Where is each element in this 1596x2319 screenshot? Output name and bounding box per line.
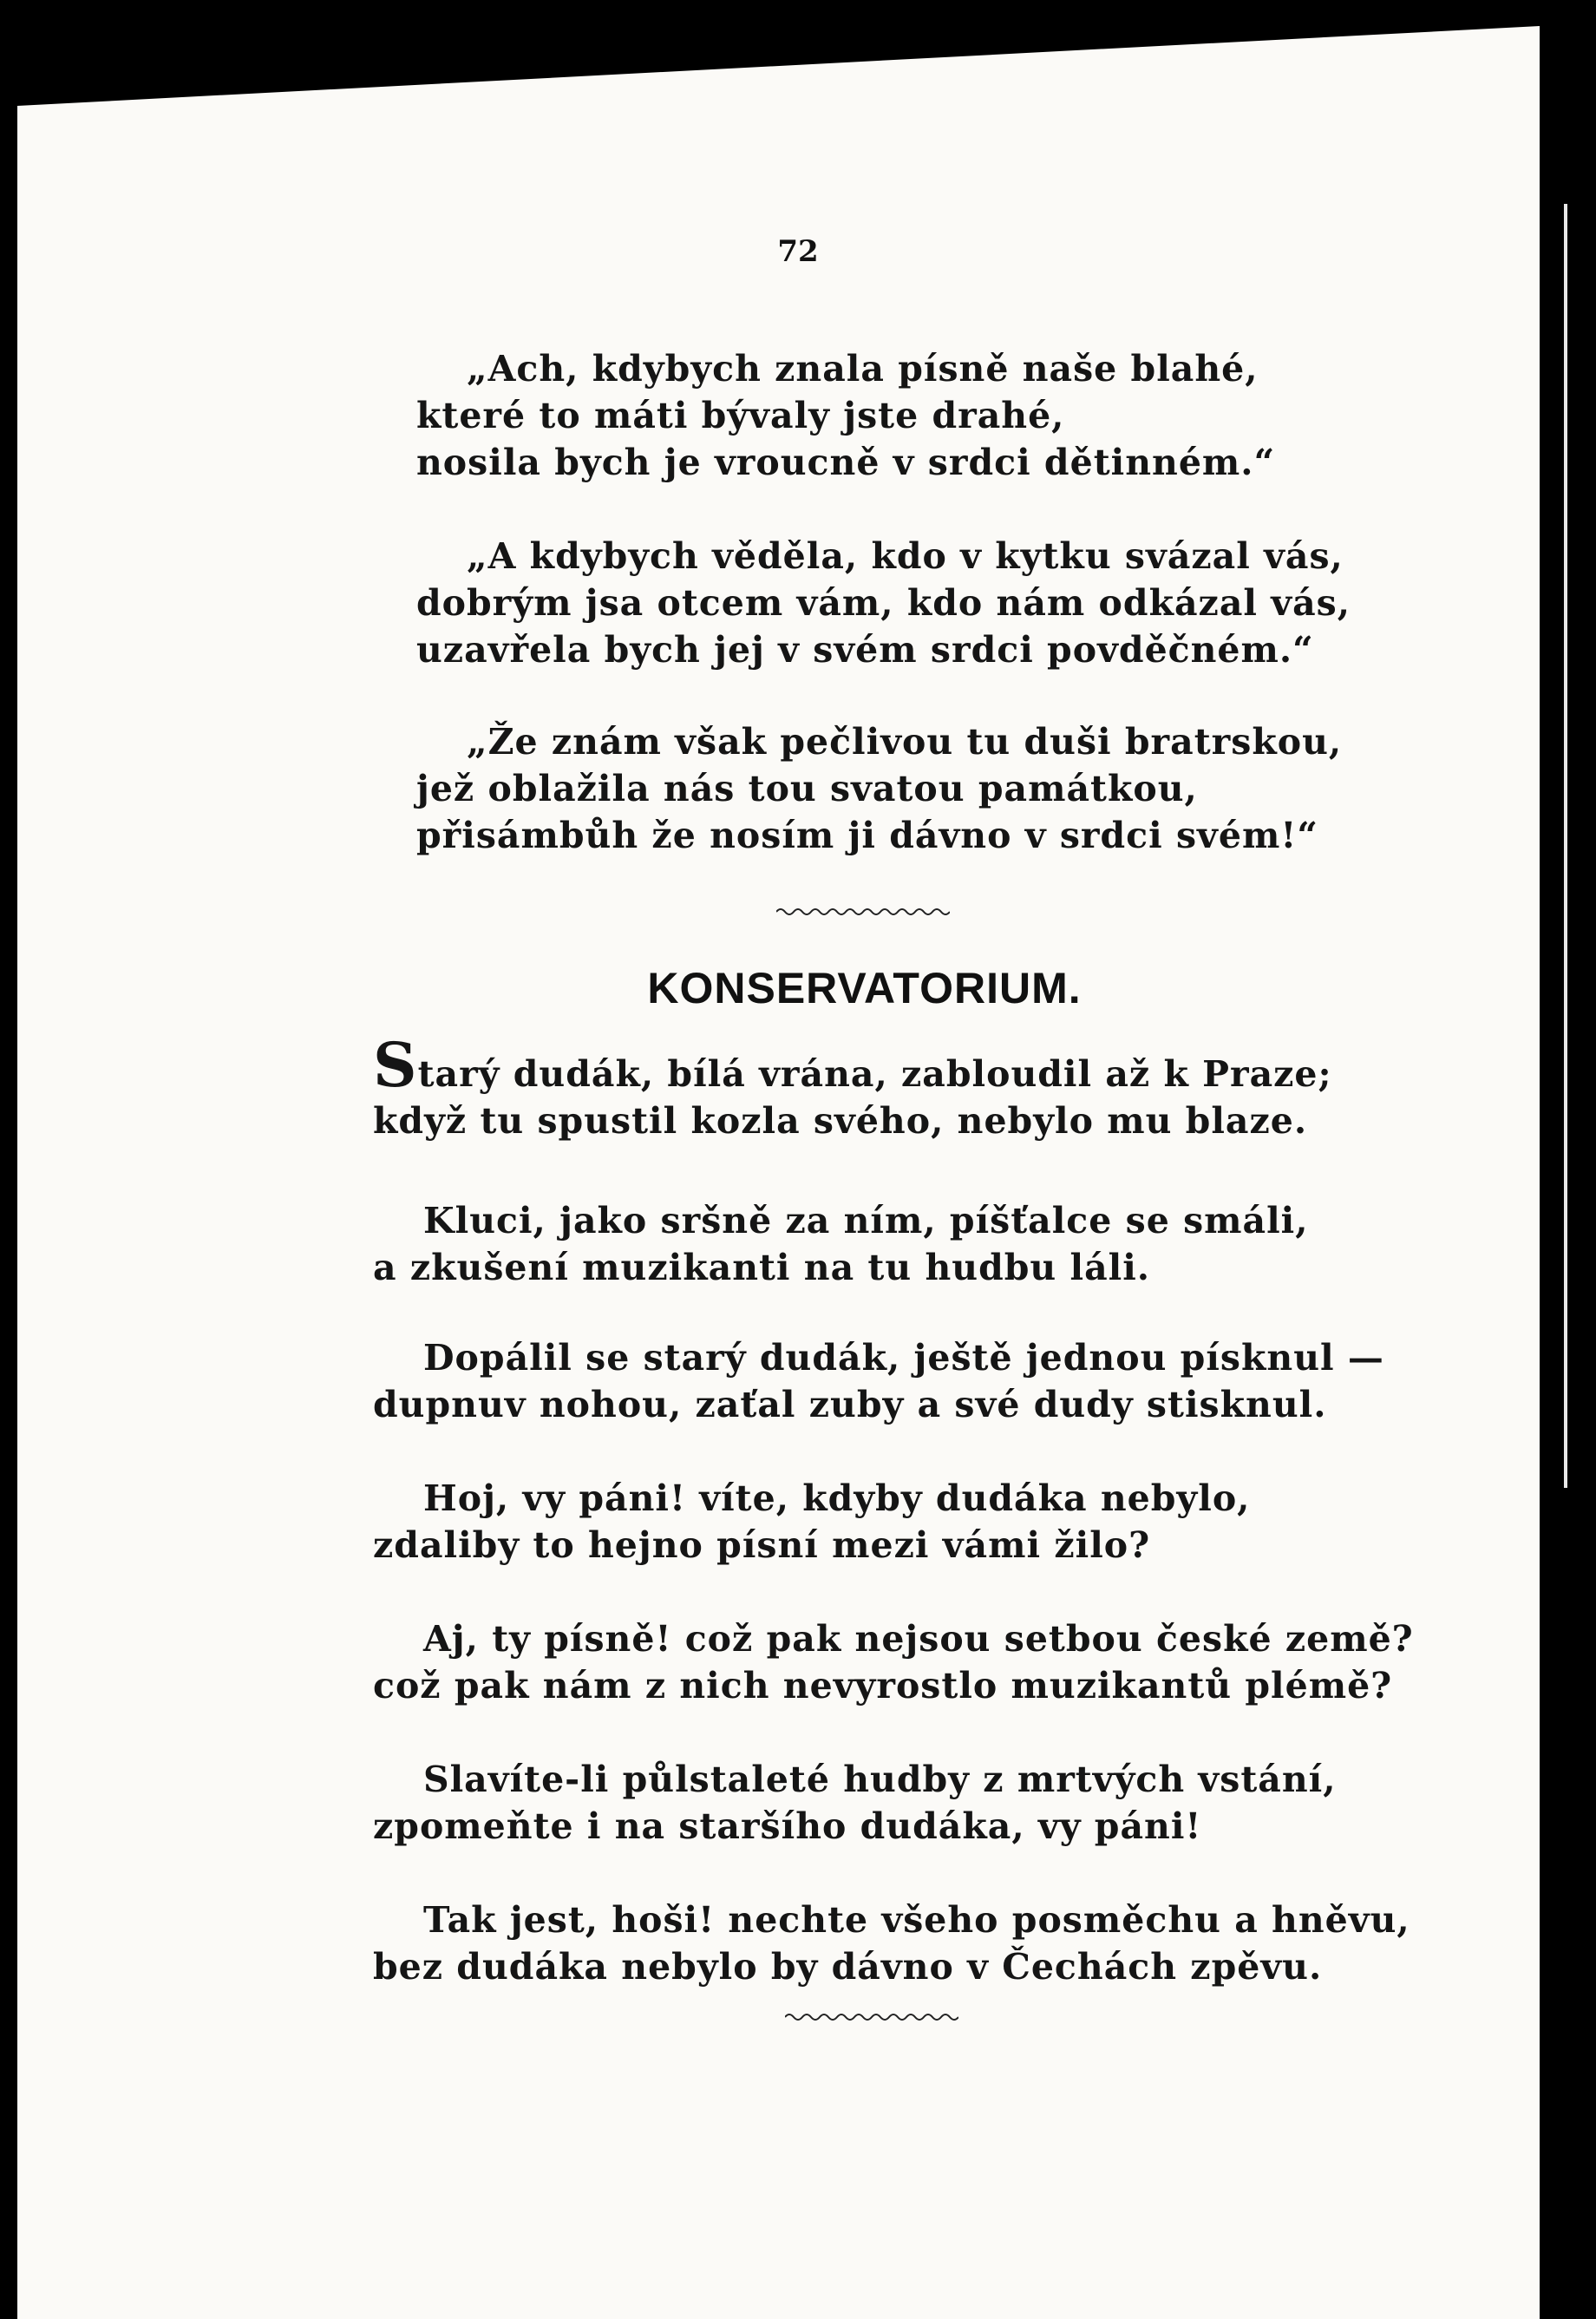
poem-stanza-3 <box>373 1334 1384 1428</box>
wavy-divider-top <box>776 906 950 918</box>
verse-line: bez dudáka nebylo by dávno v Čechách zpěvu. <box>373 1946 1323 1988</box>
verse-line: „Ach, kdybych znala písně naše blahé, <box>467 348 1259 390</box>
verse-line: zdaliby to hejno písní mezi vámi žilo? <box>373 1524 1151 1566</box>
poem-stanza-5 <box>373 1615 1414 1709</box>
verse-line: Aj, ty písně! což pak nejsou setbou české země? <box>423 1618 1414 1660</box>
verse-line: Kluci, jako sršně za ním, píšťalce se smáli, <box>423 1200 1309 1241</box>
verse-line: jež oblažila nás tou svatou památkou, <box>416 768 1198 809</box>
verse-line: „A kdybych věděla, kdo v kytku svázal vás, <box>467 535 1344 577</box>
verse-line: Dopálil se starý dudák, ještě jednou písknul — <box>423 1337 1384 1379</box>
verse-line: Tak jest, hoši! nechte všeho posměchu a hněvu, <box>423 1899 1410 1941</box>
poem-stanza-4 <box>373 1475 1250 1569</box>
page-number: 72 <box>777 234 819 269</box>
drop-cap: S <box>373 1029 418 1101</box>
poem-stanza-2 <box>373 1197 1309 1291</box>
page-edge-line <box>1564 204 1567 1488</box>
verse-line: uzavřela bych jej v svém srdci povděčném.“ <box>416 629 1314 671</box>
stanza-3 <box>416 718 1342 859</box>
stanza-1 <box>416 345 1275 486</box>
first-line-text: tarý dudák, bílá vrána, zabloudil až k Praze; <box>417 1053 1332 1095</box>
verse-line: dupnuv nohou, zaťal zuby a své dudy stisknul. <box>373 1384 1327 1425</box>
verse-line: „Že znám však pečlivou tu duši bratrskou, <box>467 721 1343 763</box>
verse-line: dobrým jsa otcem vám, kdo nám odkázal vás, <box>416 582 1351 624</box>
verse-line: což pak nám z nich nevyrostlo muzikantů plémě? <box>373 1665 1393 1706</box>
verse-line: přisámbůh že nosím ji dávno v srdci svém!“ <box>416 815 1318 856</box>
verse-line: nosila bych je vroucně v srdci dětinném.“ <box>416 442 1276 483</box>
verse-line: když tu spustil kozla svého, nebylo mu blaze. <box>373 1100 1308 1142</box>
poem-stanza-6 <box>373 1756 1337 1850</box>
poem-body <box>373 1029 1332 1144</box>
verse-line: Hoj, vy páni! víte, kdyby dudáka nebylo, <box>423 1477 1251 1519</box>
page-edge-shadow <box>1544 0 1596 2319</box>
verse-line: zpomeňte i na staršího dudáka, vy páni! <box>373 1805 1202 1847</box>
poem-first-line <box>373 1029 1332 1101</box>
wavy-divider-bottom <box>785 2011 958 2023</box>
poem-stanza-7 <box>373 1896 1410 1990</box>
verse-line: Slavíte-li půlstaleté hudby z mrtvých vstání, <box>423 1759 1337 1800</box>
poem-title: KONSERVATORIUM. <box>647 964 1082 1012</box>
stanza-2 <box>416 533 1351 673</box>
verse-line: a zkušení muzikanti na tu hudbu láli. <box>373 1247 1151 1288</box>
verse-line: které to máti bývaly jste drahé, <box>416 395 1065 436</box>
